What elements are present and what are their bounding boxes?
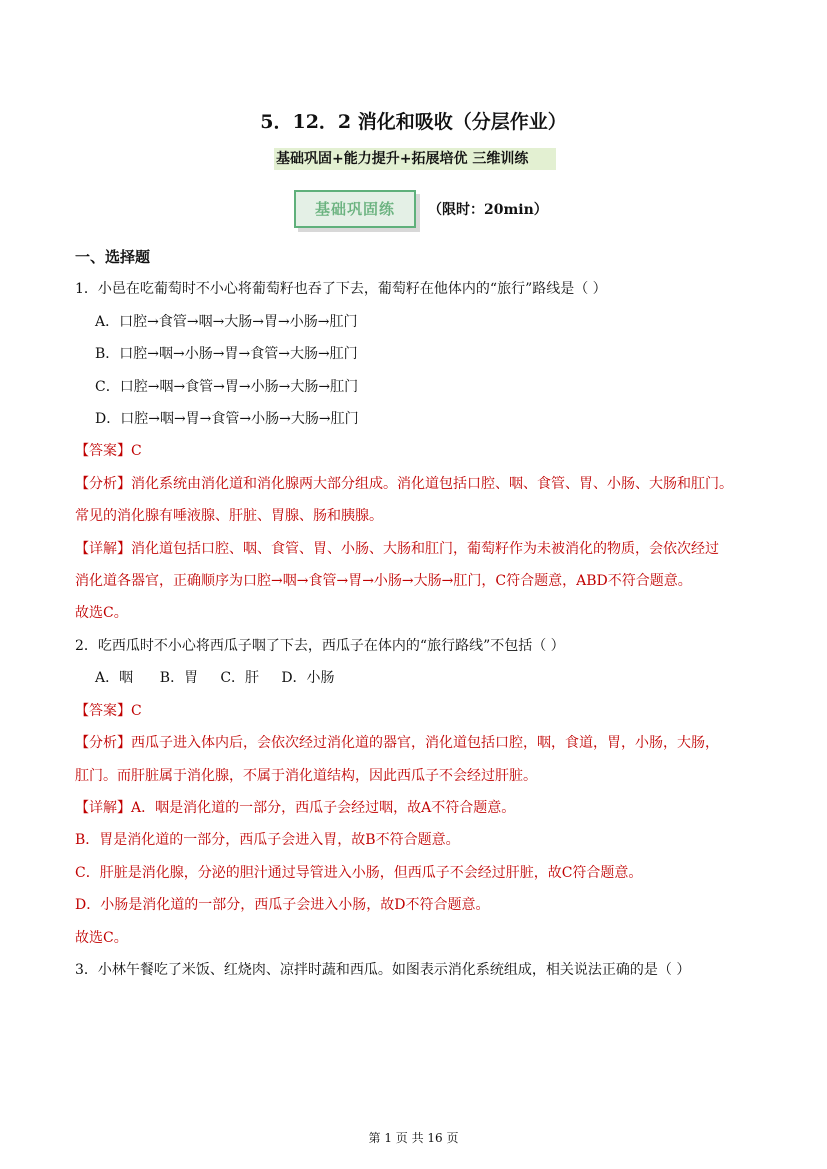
q2-analysis-line-1: 【分析】西瓜子进入体内后，会依次经过消化道的器官，消化道包括口腔，咽，食道，胃，小肠，大肠， <box>75 735 719 751</box>
subtitle-banner: 基础巩固+能力提升+拓展培优 三维训练 <box>274 148 556 170</box>
q2-conclusion: 故选C。 <box>75 930 128 946</box>
q2-detail-c: C．肝脏是消化腺，分泌的胆汁通过导管进入小肠，但西瓜子不会经过肝脏，故C符合题意。 <box>75 865 643 881</box>
q2-detail-b: B．胃是消化道的一部分，西瓜子会进入胃，故B不符合题意。 <box>75 832 460 848</box>
q3-stem: 3．小林午餐吃了米饭、红烧肉、凉拌时蔬和西瓜。如图表示消化系统组成，相关说法正确的是（ ） <box>75 962 691 978</box>
q1-option-a: A．口腔→食管→咽→大肠→胃→小肠→肛门 <box>95 314 358 330</box>
q2-answer: 【答案】C <box>75 703 142 719</box>
q1-detail-line-2: 消化道各器官，正确顺序为口腔→咽→食管→胃→小肠→大肠→肛门，C符合题意，ABD不符合题意。 <box>75 573 692 589</box>
q1-detail-line-1: 【详解】消化道包括口腔、咽、食管、胃、小肠、大肠和肛门，葡萄籽作为未被消化的物质，会依次经过 <box>75 541 719 557</box>
q1-conclusion: 故选C。 <box>75 605 128 621</box>
page-title: 5．12．2 消化和吸收（分层作业） <box>260 111 567 133</box>
section-badge: 基础巩固练 <box>294 190 416 228</box>
q2-analysis-line-2: 肛门。而肝脏属于消化腺，不属于消化道结构，因此西瓜子不会经过肝脏。 <box>75 768 537 784</box>
page-footer: 第 1 页 共 16 页 <box>368 1131 459 1145</box>
q2-stem: 2．吃西瓜时不小心将西瓜子咽了下去，西瓜子在体内的“旅行路线”不包括（ ） <box>75 638 565 654</box>
q1-analysis-line-1: 【分析】消化系统由消化道和消化腺两大部分组成。消化道包括口腔、咽、食管、胃、小肠、大肠和肛门。 <box>75 476 733 492</box>
q1-stem: 1．小邑在吃葡萄时不小心将葡萄籽也吞了下去，葡萄籽在他体内的“旅行”路线是（ ） <box>75 281 607 297</box>
q1-answer: 【答案】C <box>75 443 142 459</box>
time-limit: （限时：20min） <box>428 202 548 218</box>
q1-option-d: D．口腔→咽→胃→食管→小肠→大肠→肛门 <box>95 411 359 427</box>
section-heading: 一、选择题 <box>75 248 151 266</box>
q2-detail-a: 【详解】A．咽是消化道的一部分，西瓜子会经过咽，故A不符合题意。 <box>75 800 516 816</box>
q1-analysis-line-2: 常见的消化腺有唾液腺、肝脏、胃腺、肠和胰腺。 <box>75 508 383 524</box>
q2-options: A．咽 B．胃 C．肝 D．小肠 <box>95 670 335 686</box>
q2-detail-d: D．小肠是消化道的一部分，西瓜子会进入小肠，故D不符合题意。 <box>75 897 490 913</box>
q1-option-c: C．口腔→咽→食管→胃→小肠→大肠→肛门 <box>95 379 359 395</box>
q1-option-b: B．口腔→咽→小肠→胃→食管→大肠→肛门 <box>95 346 358 362</box>
